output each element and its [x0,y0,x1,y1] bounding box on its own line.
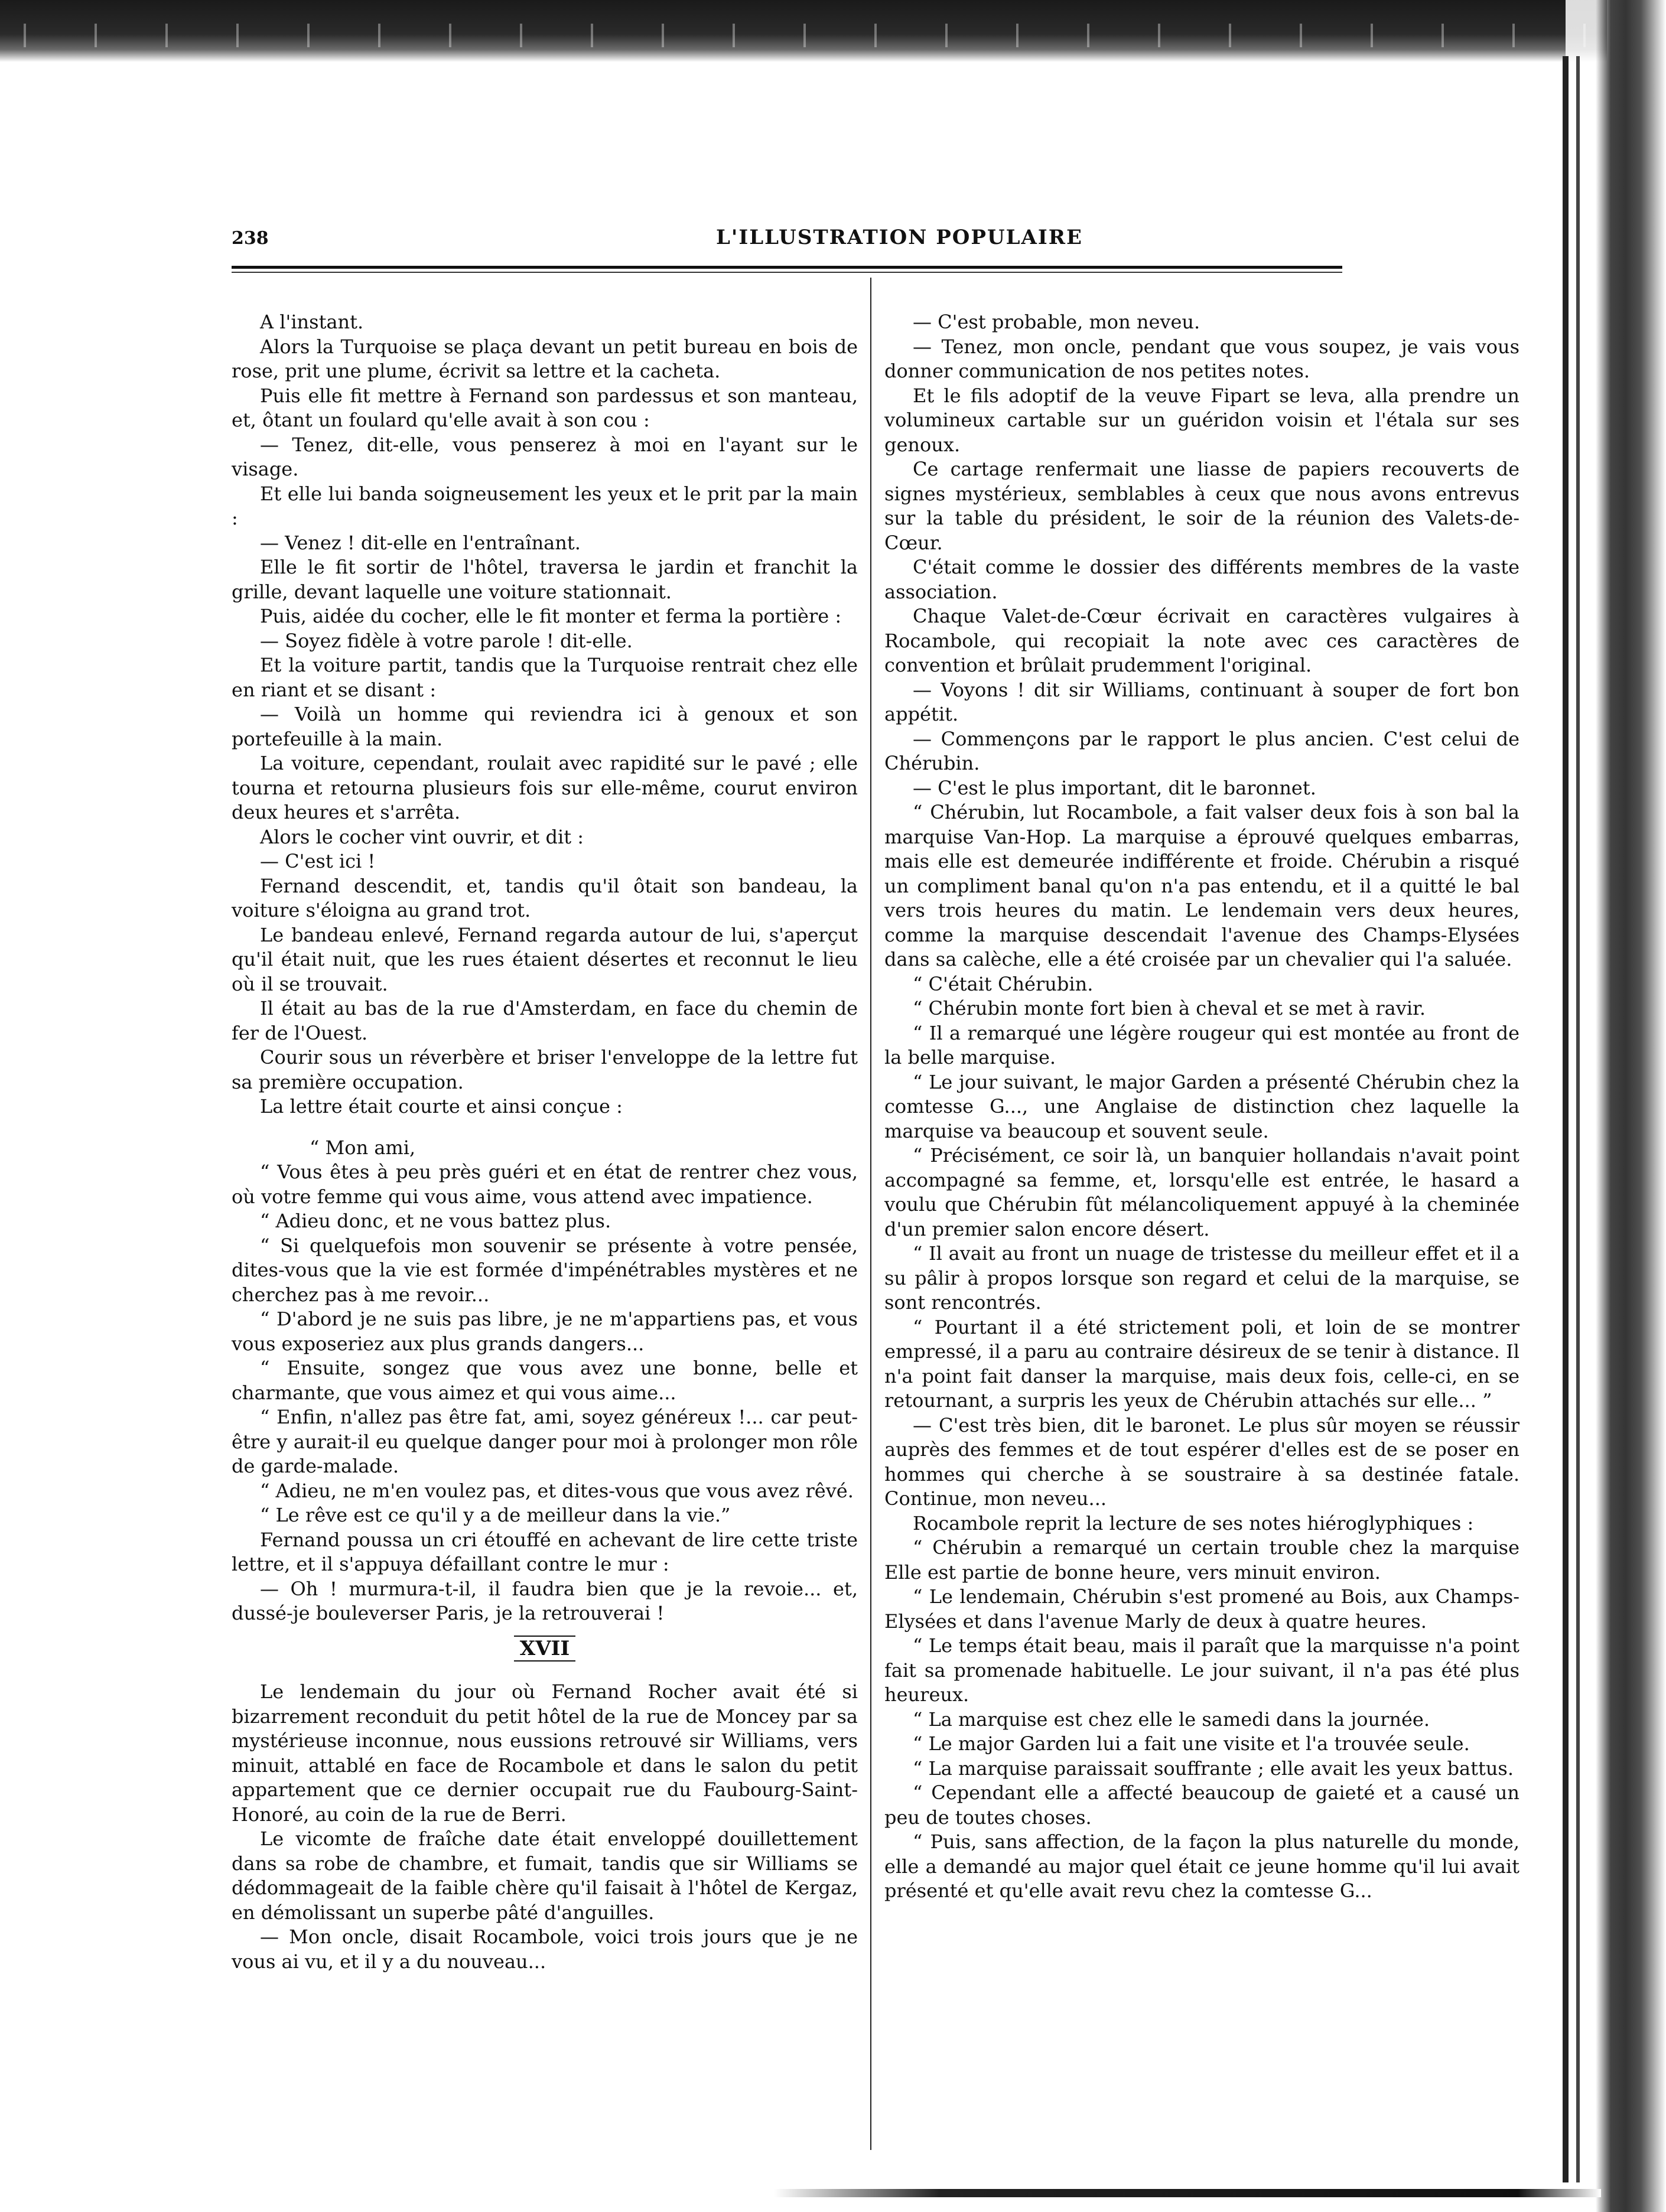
paragraph: — Tenez, mon oncle, pendant que vous soupez, je vais vous donner communication de nos petites notes. [884,335,1519,382]
letter-salutation: “ Mon ami, [310,1136,416,1159]
paragraph: Alors le cocher vint ouvrir, et dit : [260,825,584,848]
paragraph: “ La marquise est chez elle le samedi dans la journée. [913,1708,1430,1731]
scan-top-border [0,0,1607,62]
paragraph: Ce cartage renfermait une liasse de papiers recouverts de signes mystérieux, semblables à ceux que nous avons entrevus sur la table du président, le soir de la réunion des Valets-de-Cœur. [884,458,1519,554]
letter-paragraph: “ Ensuite, songez que vous avez une bonne, belle et charmante, que vous aimez et qui vous aime... [232,1357,858,1404]
letter-paragraph: “ D'abord je ne suis pas libre, je ne m'appartiens pas, et vous vous exposeriez aux plus grands dangers... [232,1308,858,1355]
paragraph: “ Il avait au front un nuage de tristesse du meilleur effet et il a su pâlir à propos lorsque son regard et celui de la marquise, se sont rencontrés. [884,1242,1519,1314]
letter-paragraph: Fernand poussa un cri étouffé en achevant de lire cette triste lettre, et il s'appuya défaillant contre le mur : [232,1528,858,1575]
paragraph: La voiture, cependant, roulait avec rapidité sur le pavé ; elle tourna et retourna plusieurs fois sur elle-même, courut environ deux heures et s'arrêta. [232,752,858,823]
right-column-paragraphs [884,310,1519,1904]
right-column [884,310,1519,1904]
paragraph: “ Puis, sans affection, de la façon la plus naturelle du monde, elle a demandé au major quel était ce jeune homme qu'il lui avait présenté et qu'elle avait revu chez la comtesse G... [884,1830,1519,1902]
running-head [232,223,1342,259]
scan-binding-edge-inner [1576,56,1580,2182]
paragraph: “ Le lendemain, Chérubin s'est promené au Bois, aux Champs-Elysées et dans l'avenue Marly de deux à quatre heures. [884,1585,1519,1633]
paragraph: Alors la Turquoise se plaça devant un petit bureau en bois de rose, prit une plume, écrivit sa lettre et la cacheta. [232,335,858,382]
header-rule-thin [232,272,1342,273]
paragraph: “ Le major Garden lui a fait une visite et l'a trouvée seule. [913,1732,1470,1755]
paragraph: “ Pourtant il a été strictement poli, et loin de se montrer empressé, il a paru au contraire désireux de se tenir à distance. Il n'a point fait danser la marquise, mais deux fois, celle-ci, en se retournant, a surpris les yeux de Chérubin attachés sur elle... ” [884,1315,1519,1412]
paragraph: La lettre était courte et ainsi conçue : [260,1095,623,1118]
paragraph: — C'est très bien, dit le baronet. Le plus sûr moyen se réussir auprès des femmes et de tout espérer d'elles est de se poser en hommes qui cherche à se soustraire à sa destinée fatale. Continue, mon neveu... [884,1413,1519,1510]
paragraph: Et elle lui banda soigneusement les yeux et le prit par la main : [232,482,858,529]
scan-bottom-edge [774,2189,1601,2197]
paragraph: A l'instant. [260,311,364,333]
paragraph: “ Le jour suivant, le major Garden a présenté Chérubin chez la comtesse G..., une Anglaise de distinction chez laquelle la marquise va beaucoup et souvent seule. [884,1070,1519,1142]
paragraph: C'était comme le dossier des différents membres de la vaste association. [884,556,1519,603]
paragraph: Le bandeau enlevé, Fernand regarda autour de lui, s'aperçut qu'il était nuit, que les rues étaient désertes et reconnut le lieu où il se trouvait. [232,923,858,995]
letter-paragraph: “ Si quelquefois mon souvenir se présente à votre pensée, dites-vous que la vie est formée d'impénétrables mystères et ne cherchez pas à me revoir... [232,1234,858,1306]
paragraph: “ Cependant elle a affecté beaucoup de gaieté et a causé un peu de toutes choses. [884,1781,1519,1829]
scan-binding-edge [1563,56,1569,2182]
letter-paragraph: “ Vous êtes à peu près guéri et en état de rentrer chez vous, où votre femme qui vous aime, vous attend avec impatience. [232,1161,858,1208]
chapter-heading [232,1637,858,1662]
letter-paragraph: — Oh ! murmura-t-il, il faudra bien que je la revoie... et, dussé-je bouleverser Paris, je la retrouverai ! [232,1577,858,1624]
paragraph: — C'est ici ! [260,850,376,872]
letter-paragraph: “ Enfin, n'allez pas être fat, ami, soyez généreux !... car peut-être y aurait-il eu quelque danger pour moi à prolonger mon rôle de garde-malade. [232,1406,858,1477]
paragraph: Le lendemain du jour où Fernand Rocher avait été si bizarrement reconduit du petit hôtel de la rue de Moncey par sa mystérieuse inconnue, nous eussions retrouvé sir Williams, vers minuit, attablé en face de Rocambole et dans le salon du petit appartement que ce dernier occupait rue du Faubourg-Saint-Honoré, au coin de la rue de Berri. [232,1680,858,1826]
paragraph: Rocambole reprit la lecture de ses notes hiéroglyphiques : [913,1511,1474,1535]
paragraph: Et le fils adoptif de la veuve Fipart se leva, alla prendre un volumineux cartable sur un guéridon voisin et l'étala sur ses genoux. [884,384,1519,456]
chapter-number: XVII [514,1636,576,1662]
letter-paragraph: “ Le rêve est ce qu'il y a de meilleur dans la vie.” [260,1504,731,1526]
letter-paragraph: “ Adieu, ne m'en voulez pas, et dites-vous que vous avez rêvé. [260,1479,854,1502]
paragraph: — Soyez fidèle à votre parole ! dit-elle. [260,629,633,652]
paragraph: “ C'était Chérubin. [913,972,1094,995]
letter-paragraph: “ Adieu donc, et ne vous battez plus. [260,1210,611,1232]
paragraph: “ Le temps était beau, mais il paraît que la marquisse n'a point fait sa promenade habituelle. Le jour suivant, il n'a pas été plus heureux. [884,1634,1519,1706]
paragraph: Fernand descendit, et, tandis qu'il ôtait son bandeau, la voiture s'éloigna au grand trot. [232,874,858,921]
paragraph: — Commençons par le rapport le plus ancien. C'est celui de Chérubin. [884,727,1519,774]
paragraph: “ La marquise paraissait souffrante ; elle avait les yeux battus. [913,1757,1514,1780]
column-divider [870,278,871,2150]
left-column-paragraphs [232,310,858,1119]
paragraph: Chaque Valet-de-Cœur écrivait en caractères vulgaires à Rocambole, qui recopiait la note avec ces caractères de convention et brûlait prudemment l'original. [884,605,1519,676]
paragraph: Le vicomte de fraîche date était enveloppé douillettement dans sa robe de chambre, et fumait, tandis que sir Williams se dédommageait de la faible chère qu'il faisait à l'hôtel de Kergaz, en démolissant un superbe pâté d'anguilles. [232,1827,858,1924]
paragraph: — Tenez, dit-elle, vous penserez à moi en l'ayant sur le visage. [232,433,858,480]
paragraph: “ Chérubin, lut Rocambole, a fait valser deux fois à son bal la marquise Van-Hop. La marquise a éprouvé quelques embarras, mais elle est demeurée indifférente et froide. Chérubin a risqué un compliment banal qu'on n'a pas entendu, et il a quitté le bal vers trois heures du matin. Le lendemain vers deux heures, comme la marquise descendait l'avenue des Champs-Elysées dans sa calèche, elle a été croisée par un chevalier qui l'a saluée. [884,801,1519,970]
paragraph: — C'est probable, mon neveu. [913,311,1200,333]
paragraph: Il était au bas de la rue d'Amsterdam, en face du chemin de fer de l'Ouest. [232,997,858,1044]
paragraph: Puis elle fit mettre à Fernand son pardessus et son manteau, et, ôtant un foulard qu'elle avait à son cou : [232,384,858,431]
paragraph: “ Chérubin monte fort bien à cheval et se met à ravir. [913,997,1426,1019]
page-number: 238 [232,228,269,249]
paragraph: Elle le fit sortir de l'hôtel, traversa le jardin et franchit la grille, devant laquelle une voiture stationnait. [232,556,858,603]
paragraph: — Venez ! dit-elle en l'entraînant. [260,531,581,554]
paragraph: “ Il a remarqué une légère rougeur qui est montée au front de la belle marquise. [884,1021,1519,1068]
paragraph: — C'est le plus important, dit le baronnet. [913,776,1316,799]
paragraph: Et la voiture partit, tandis que la Turquoise rentrait chez elle en riant et se disant : [232,654,858,701]
paragraph: Puis, aidée du cocher, elle le fit monter et ferma la portière : [260,605,842,627]
paragraph: “ Chérubin a remarqué un certain trouble chez la marquise Elle est partie de bonne heure, vers minuit environ. [884,1536,1519,1584]
journal-title: L'ILLUSTRATION POPULAIRE [716,226,1083,249]
paragraph: “ Précisément, ce soir là, un banquier hollandais n'avait point accompagné sa femme, et, lorsqu'elle est entrée, le hasard a voulu que Chérubin fût mélancoliquement appuyé à la cheminée d'un premier salon encore désert. [884,1144,1519,1240]
scan-right-border [1566,0,1666,2212]
letter-body [232,1160,858,1626]
paragraph: — Mon oncle, disait Rocambole, voici trois jours que je ne vous ai vu, et il y a du nouveau... [232,1926,858,1973]
paragraph: — Voyons ! dit sir Williams, continuant à souper de fort bon appétit. [884,678,1519,725]
header-rule [232,266,1342,269]
left-column [232,310,858,1974]
paragraph: — Voilà un homme qui reviendra ici à genoux et son portefeuille à la main. [232,703,858,750]
paragraph: Courir sous un réverbère et briser l'enveloppe de la lettre fut sa première occupation. [232,1046,858,1093]
chapter-paragraphs [232,1680,858,1974]
